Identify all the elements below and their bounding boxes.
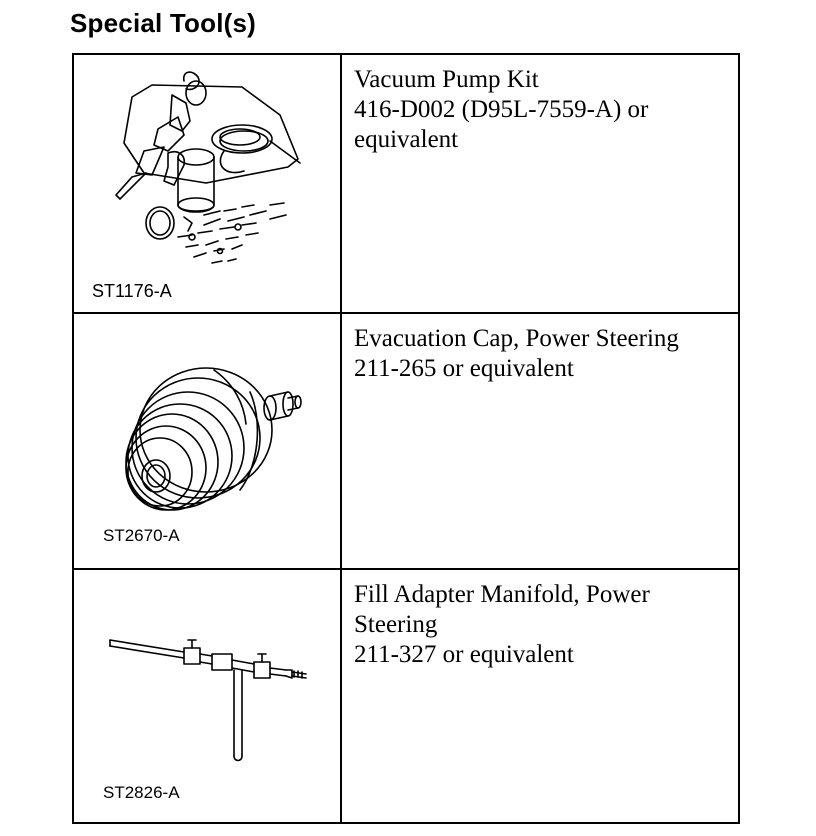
tool-code: ST2826-A (103, 783, 180, 802)
tool-description (354, 65, 730, 155)
page-title: Special Tool(s) (70, 8, 256, 38)
vacuum-pump-kit-illustration (74, 55, 340, 310)
tool-description (354, 324, 730, 384)
tool-image-cell (74, 55, 342, 312)
table-row (74, 312, 738, 568)
tool-code: ST1176-A (92, 281, 172, 301)
description-line: 211-327 or equivalent (354, 641, 574, 668)
description-line: Evacuation Cap, Power Steering (354, 325, 679, 352)
description-line: Fill Adapter Manifold, Power (354, 581, 650, 608)
tool-image-cell (74, 570, 342, 822)
special-tools-table (72, 53, 740, 824)
tool-code: ST2670-A (103, 526, 180, 545)
table-row (74, 568, 738, 822)
description-line: 416-D002 (D95L-7559-A) or (354, 96, 649, 123)
tool-description (354, 580, 730, 670)
description-line: equivalent (354, 126, 459, 153)
description-line: Vacuum Pump Kit (354, 66, 539, 93)
table-row (74, 55, 738, 312)
description-line: 211-265 or equivalent (354, 355, 574, 382)
tool-image-cell (74, 314, 342, 568)
description-line: Steering (354, 611, 438, 638)
